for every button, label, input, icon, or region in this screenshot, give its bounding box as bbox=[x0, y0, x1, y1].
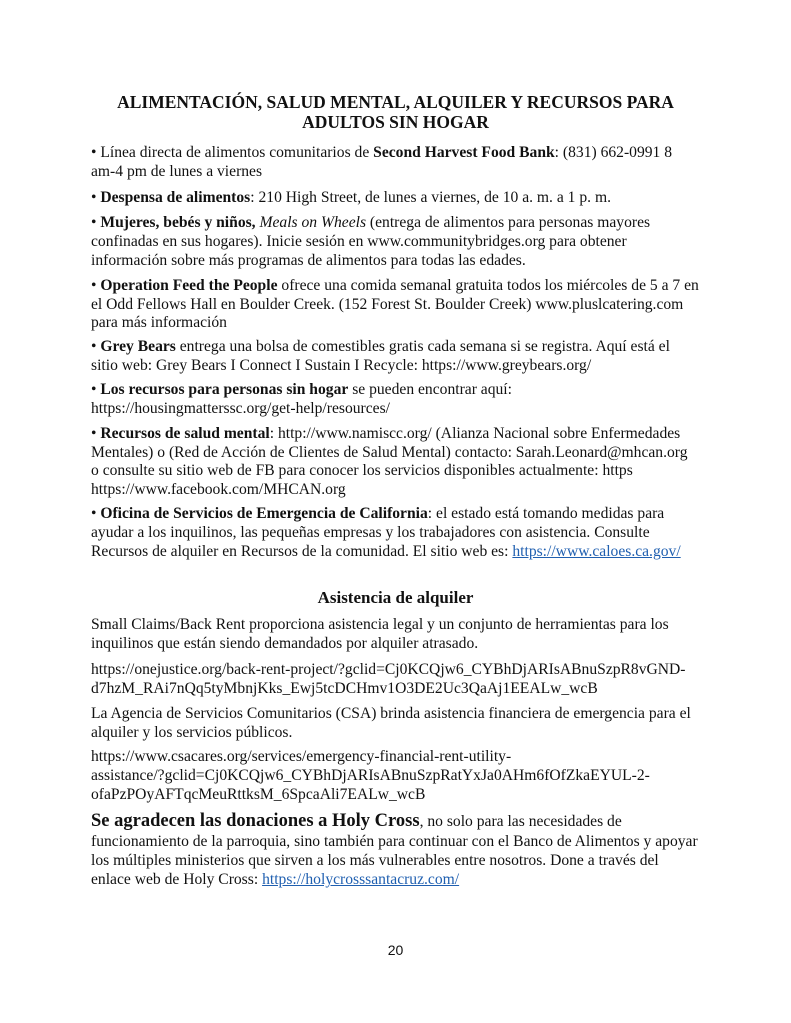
text-line bbox=[91, 356, 591, 375]
bold-text: Operation Feed the People bbox=[100, 277, 278, 294]
text-line bbox=[91, 523, 650, 542]
text-line bbox=[91, 480, 346, 499]
bold-text: Los recursos para personas sin hogar bbox=[100, 381, 349, 398]
text-line bbox=[91, 766, 650, 785]
text: https://www.csacares.org/services/emergency-financial-rent-utility- bbox=[91, 748, 512, 765]
text: ofrece una comida semanal gratuita todos los miércoles de 5 a 7 en bbox=[277, 277, 699, 294]
text: • bbox=[91, 338, 101, 355]
page-title-line-1: ALIMENTACIÓN, SALUD MENTAL, ALQUILER Y RECURSOS PARA bbox=[117, 92, 674, 112]
text-line bbox=[91, 337, 670, 356]
text: • bbox=[91, 505, 101, 522]
bold-text: Recursos de salud mental bbox=[100, 425, 270, 442]
text: para más información bbox=[91, 314, 227, 331]
text-line bbox=[91, 634, 478, 653]
text: • Línea directa de alimentos comunitarios de bbox=[91, 144, 374, 161]
text: (entrega de alimentos para personas mayores bbox=[366, 214, 651, 231]
rent-assistance-heading: Asistencia de alquiler bbox=[317, 588, 474, 607]
bold-text: Mujeres, bebés y niños, bbox=[100, 214, 260, 231]
text: • bbox=[91, 189, 101, 206]
text: o consulte su sitio web de FB para conocer los servicios disponibles actualmente: https bbox=[91, 462, 633, 479]
text: enlace web de Holy Cross: bbox=[91, 871, 263, 888]
text: , no solo para las necesidades de bbox=[419, 813, 622, 830]
text: se pueden encontrar aquí: bbox=[348, 381, 512, 398]
text-line bbox=[91, 162, 262, 181]
text: Mentales) o (Red de Acción de Clientes de Salud Mental) contacto: Sarah.Leonard@mhcan.org bbox=[91, 444, 688, 461]
text: assistance/?gclid=Cj0KCQjw6_CYBhDjARIsABnuSzpRatYxJa0AHm6fOfZkaEYUL-2- bbox=[91, 767, 650, 784]
text-line bbox=[91, 313, 227, 332]
text: entrega una bolsa de comestibles gratis cada semana si se registra. Aquí está el bbox=[175, 338, 670, 355]
text: https://www.facebook.com/MHCAN.org bbox=[91, 481, 346, 498]
text: • bbox=[91, 214, 101, 231]
text-line bbox=[91, 276, 699, 295]
text-line bbox=[91, 143, 672, 162]
bold-lead-text: Se agradecen las donaciones a Holy Cross bbox=[91, 811, 420, 831]
text-line bbox=[91, 380, 512, 399]
text-line bbox=[91, 812, 622, 831]
text: d7hzM_RAi7nQq5tyMbnjKks_Ewj5tcDCHmv1O3DE2Uc3QaAj1EEALw_wcB bbox=[91, 680, 598, 697]
italic-text: Meals on Wheels bbox=[259, 214, 367, 231]
text-line bbox=[91, 851, 659, 870]
text-line bbox=[91, 660, 686, 679]
text: inquilinos que están siendo demandados por alquiler atrasado. bbox=[91, 635, 479, 652]
text: • bbox=[91, 277, 101, 294]
text: ayudar a los inquilinos, las pequeñas empresas y los trabajadores con asistencia. Consulte bbox=[91, 524, 650, 541]
page-number: 20 bbox=[387, 942, 404, 958]
text: información sobre más programas de alimentos para todas las edades. bbox=[91, 252, 526, 269]
text-line bbox=[91, 295, 683, 314]
text-line bbox=[91, 251, 526, 270]
text: : http://www.namiscc.org/ (Alianza Nacional sobre Enfermedades bbox=[269, 425, 681, 442]
text-line bbox=[91, 704, 691, 723]
text: los múltiples ministerios que sirven a los más vulnerables entre nosotros. Done a través del bbox=[91, 852, 659, 869]
text: https://onejustice.org/back-rent-project/?gclid=Cj0KCQjw6_CYBhDjARIsABnuSzpR8vGND- bbox=[91, 661, 686, 678]
text: https://housingmatterssc.org/get-help/resources/ bbox=[91, 400, 390, 417]
text-line bbox=[91, 232, 627, 251]
text-line bbox=[91, 424, 680, 443]
bold-text: Second Harvest Food Bank bbox=[373, 144, 555, 161]
text-line bbox=[91, 679, 598, 698]
text-line bbox=[91, 785, 425, 804]
text: sitio web: Grey Bears I Connect I Sustain I Recycle: https://www.greybears.org/ bbox=[91, 357, 592, 374]
text-line bbox=[91, 213, 650, 232]
text: am-4 pm de lunes a viernes bbox=[91, 163, 263, 180]
text: alquiler y los servicios públicos. bbox=[91, 724, 293, 741]
page-title-line-2: ADULTOS SIN HOGAR bbox=[302, 112, 489, 132]
text-line bbox=[91, 443, 688, 462]
text: el Odd Fellows Hall en Boulder Creek. (152 Forest St. Boulder Creek) www.pluslcatering.com bbox=[91, 296, 684, 313]
text: • bbox=[91, 425, 101, 442]
text: funcionamiento de la parroquia, sino también para continuar con el Banco de Alimentos y apoyar bbox=[91, 833, 698, 850]
text-line bbox=[91, 461, 633, 480]
text-line bbox=[91, 542, 681, 561]
link[interactable]: https://holycrosssantacruz.com/ bbox=[262, 871, 460, 888]
text: La Agencia de Servicios Comunitarios (CSA) brinda asistencia financiera de emergencia para el bbox=[91, 705, 691, 722]
text-line bbox=[91, 615, 669, 634]
text-line bbox=[91, 504, 664, 523]
text-line bbox=[91, 723, 292, 742]
text: : 210 High Street, de lunes a viernes, de 10 a. m. a 1 p. m. bbox=[250, 189, 611, 206]
link[interactable]: https://www.caloes.ca.gov/ bbox=[512, 543, 681, 560]
bold-text: Oficina de Servicios de Emergencia de California bbox=[100, 505, 428, 522]
text: Recursos de alquiler en Recursos de la comunidad. El sitio web es: bbox=[91, 543, 513, 560]
text-line bbox=[91, 832, 698, 851]
text-line bbox=[91, 188, 611, 207]
text: • bbox=[91, 381, 101, 398]
text: confinadas en sus hogares). Inicie sesión en www.communitybridges.org para obtener bbox=[91, 233, 627, 250]
text: Small Claims/Back Rent proporciona asistencia legal y un conjunto de herramientas para los bbox=[91, 616, 669, 633]
text-line bbox=[91, 870, 459, 889]
bold-text: Grey Bears bbox=[100, 338, 176, 355]
text-line bbox=[91, 747, 511, 766]
text: ofaPzPOyAFTqcMeuRttksM_6SpcaAli7EALw_wcB bbox=[91, 786, 426, 803]
text: : (831) 662-0991 8 bbox=[554, 144, 673, 161]
bold-text: Despensa de alimentos bbox=[100, 189, 251, 206]
text: : el estado está tomando medidas para bbox=[427, 505, 665, 522]
text-line bbox=[91, 399, 390, 418]
